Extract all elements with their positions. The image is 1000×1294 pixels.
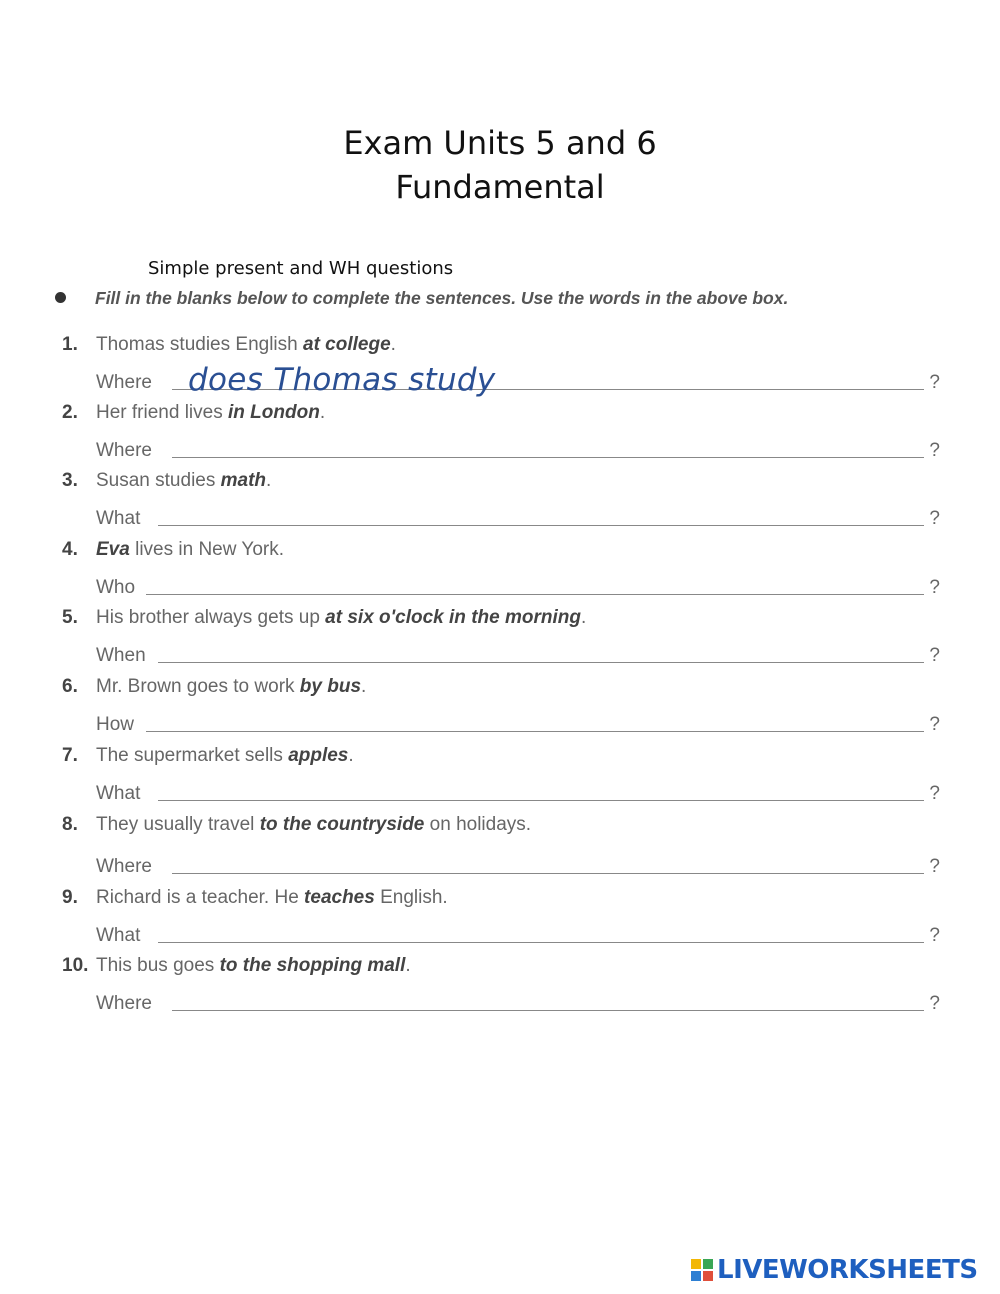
liveworksheets-logo-icon [691, 1259, 713, 1281]
page-title: Exam Units 5 and 6 [343, 124, 657, 162]
answer-blank[interactable] [172, 1009, 924, 1011]
question-mark: ? [929, 577, 940, 598]
wh-word: When [96, 645, 146, 666]
answer-row [96, 989, 946, 1019]
answer-text[interactable]: does Thomas study [188, 362, 496, 398]
question-sentence: Susan studies math. [96, 470, 272, 491]
question-number: 1. [62, 334, 78, 355]
answer-blank[interactable] [172, 872, 924, 874]
answer-row [96, 436, 946, 466]
answer-blank[interactable] [158, 661, 924, 663]
logo-text: LIVEWORKSHEETS [717, 1255, 978, 1285]
question-mark: ? [929, 508, 940, 529]
question-number: 10. [62, 955, 89, 976]
question-mark: ? [929, 372, 940, 393]
question-sentence: Thomas studies English at college. [96, 334, 396, 355]
question-sentence: Mr. Brown goes to work by bus. [96, 676, 367, 697]
question-number: 7. [62, 745, 78, 766]
question-mark: ? [929, 925, 940, 946]
question-number: 2. [62, 402, 78, 423]
answer-row [96, 573, 946, 603]
wh-word: Where [96, 440, 152, 461]
section-heading: Simple present and WH questions [148, 258, 454, 279]
question-number: 3. [62, 470, 78, 491]
question-number: 4. [62, 539, 78, 560]
question-sentence: The supermarket sells apples. [96, 745, 354, 766]
question-sentence: His brother always gets up at six o'clock in the morning. [96, 607, 587, 628]
wh-word: Where [96, 856, 152, 877]
answer-row [96, 921, 946, 951]
question-mark: ? [929, 645, 940, 666]
question-number: 9. [62, 887, 78, 908]
question-mark: ? [929, 714, 940, 735]
answer-row [96, 779, 946, 809]
wh-word: Who [96, 577, 136, 598]
answer-blank[interactable] [172, 456, 924, 458]
question-number: 8. [62, 814, 78, 835]
wh-word: How [96, 714, 135, 735]
question-sentence: Eva lives in New York. [96, 539, 284, 560]
answer-blank[interactable] [158, 524, 924, 526]
question-mark: ? [929, 856, 940, 877]
question-mark: ? [929, 993, 940, 1014]
answer-blank[interactable] [158, 799, 924, 801]
wh-word: What [96, 508, 141, 529]
answer-row [96, 504, 946, 534]
wh-word: Where [96, 372, 152, 393]
question-number: 5. [62, 607, 78, 628]
answer-row [96, 710, 946, 740]
question-number: 6. [62, 676, 78, 697]
wh-word: What [96, 783, 141, 804]
instructions-text: Fill in the blanks below to complete the sentences. Use the words in the above box. [95, 288, 789, 308]
answer-blank[interactable] [146, 593, 924, 595]
wh-word: What [96, 925, 141, 946]
question-mark: ? [929, 783, 940, 804]
question-sentence: Richard is a teacher. He teaches English. [96, 887, 448, 908]
page-subtitle-level: Fundamental [395, 168, 605, 206]
liveworksheets-logo[interactable] [691, 1255, 978, 1285]
question-mark: ? [929, 440, 940, 461]
answer-blank[interactable] [158, 941, 924, 943]
answer-row [96, 362, 946, 398]
question-sentence: This bus goes to the shopping mall. [96, 955, 411, 976]
question-sentence: They usually travel to the countryside on holidays. [96, 814, 532, 835]
question-sentence: Her friend lives in London. [96, 402, 326, 423]
answer-blank[interactable] [146, 730, 924, 732]
wh-word: Where [96, 993, 152, 1014]
answer-row [96, 852, 946, 882]
answer-row [96, 641, 946, 671]
bullet-icon [55, 292, 66, 303]
